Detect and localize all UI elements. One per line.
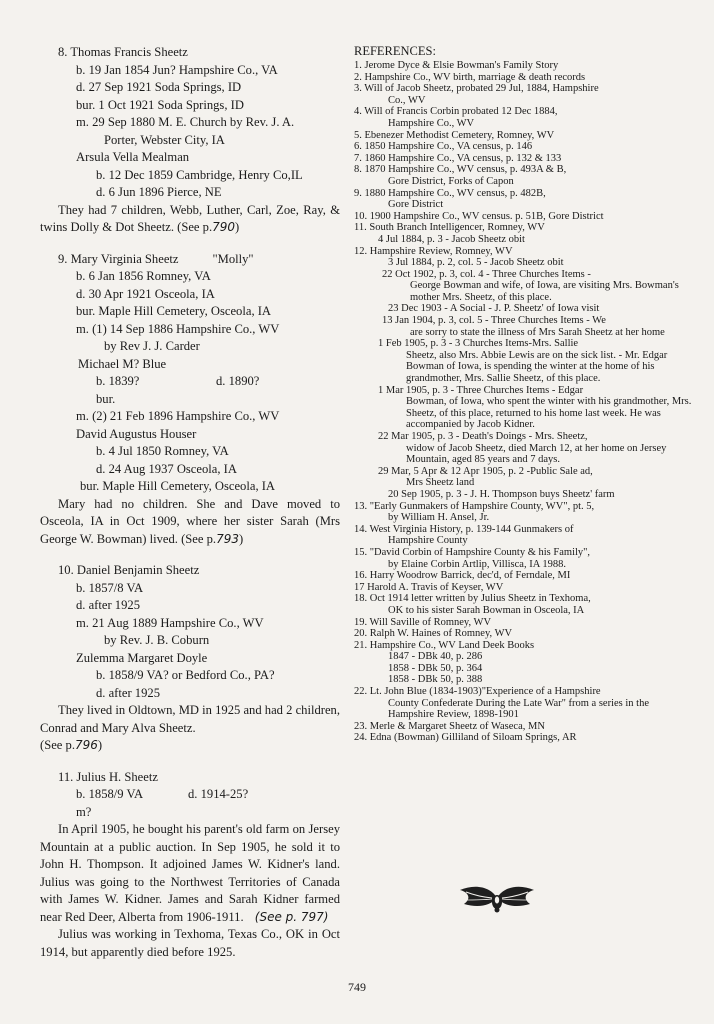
- reference-subitem: 23 Dec 1903 - A Social - J. P. Sheetz' of Iowa visit: [388, 303, 600, 315]
- marriage-line-cont: by Rev. J. B. Coburn: [104, 633, 210, 647]
- genealogy-column: [40, 44, 340, 975]
- entry-paragraph: In April 1905, he bought his parent's old farm on Jersey Mountain at a public auction. In Sep 1905, he sold it to John H. Thompson. It adjoined James W. Kidner's land. Julius was going to the Northwest Territories of Canada with James W. Kidner. James and Sarah Kidner farmed near Red Deer, Alberta from 1906-1911. (See p. 797): [40, 822, 340, 924]
- reference-subitem: 20 Sep 1905, p. 3 - J. H. Thompson buys Sheetz' farm: [388, 488, 615, 500]
- spouse-birth-2: b. 4 Jul 1850 Romney, VA: [96, 444, 229, 458]
- reference-item: 10. 1900 Hampshire Co., WV census. p. 51B, Gore District: [354, 210, 604, 222]
- page-number: 749: [348, 980, 366, 994]
- reference-item: 23. Merle & Margaret Sheetz of Waseca, MN: [354, 720, 545, 732]
- handwritten-note: (See p. 797): [254, 909, 329, 924]
- marriage-line: m. 29 Sep 1880 M. E. Church by Rev. J. A.: [76, 115, 295, 129]
- references-heading: REFERENCES:: [354, 44, 436, 58]
- marriage-line-2: m. (2) 21 Feb 1896 Hampshire Co., WV: [76, 409, 280, 423]
- entry-9: [40, 251, 340, 549]
- reference-subitem: 3 Jul 1884, p. 2, col. 5 - Jacob Sheetz obit: [388, 257, 564, 269]
- reference-item: 6. 1850 Hampshire Co., VA census, p. 146: [354, 141, 533, 153]
- entry-heading: 10. Daniel Benjamin Sheetz: [58, 563, 200, 577]
- spouse-name-2: David Augustus Houser: [76, 426, 197, 441]
- reference-item: 13. "Early Gunmakers of Hampshire County, WV", pt. 5, by William H. Ansel, Jr.: [354, 500, 595, 524]
- burial-line: bur. Maple Hill Cemetery, Osceola, IA: [76, 304, 272, 318]
- reference-item: 16. Harry Woodrow Barrick, dec'd, of Ferndale, MI: [354, 570, 571, 582]
- reference-subitem: 29 Mar, 5 Apr & 12 Apr 1905, p. 2 -Public Sale ad, Mrs Sheetz land: [378, 465, 593, 489]
- death-line: d. after 1925: [76, 598, 140, 612]
- reference-subitem: 22 Oct 1902, p. 3, col. 4 - Three Churches Items - George Bowman and wife, of Iowa, are visiting Mrs. Bowman's mother Mrs. Sheetz, of this place.: [382, 268, 679, 303]
- reference-item: 24. Edna (Bowman) Gilliland of Siloam Springs, AR: [354, 732, 577, 744]
- birth-line: b. 1857/8 VA: [76, 580, 144, 595]
- handwritten-page-ref: 796: [74, 738, 98, 752]
- leaf-flourish-icon: [452, 880, 542, 916]
- reference-item: 11. South Branch Intelligencer, Romney, WV 4 Jul 1884, p. 3 - Jacob Sheetz obit: [354, 222, 545, 245]
- marriage-line-cont: Porter, Webster City, IA: [104, 132, 225, 147]
- reference-item: 4. Will of Francis Corbin probated 12 Dec 1884, Hampshire Co., WV: [354, 106, 558, 129]
- reference-subitem: 1858 - DBk 50, p. 388: [388, 674, 483, 686]
- spouse-burial-2: bur. Maple Hill Cemetery, Osceola, IA: [80, 479, 276, 493]
- spouse-birth: b. 12 Dec 1859 Cambridge, Henry Co,IL: [96, 167, 303, 182]
- marriage-line: m?: [76, 804, 92, 819]
- entry-8: [40, 44, 340, 237]
- spouse-death: d. 6 Jun 1896 Pierce, NE: [96, 185, 222, 199]
- reference-item: 7. 1860 Hampshire Co., VA census, p. 132 & 133: [354, 152, 562, 164]
- entry-paragraph-2: Julius was working in Texhoma, Texas Co., OK in Oct 1914, but apparently died before 1925.: [40, 927, 340, 959]
- reference-item: 1. Jerome Dyce & Elsie Bowman's Family Story: [354, 60, 559, 71]
- see-page: (See p.796): [40, 738, 103, 752]
- birth-line: b. 6 Jan 1856 Romney, VA: [76, 269, 211, 283]
- handwritten-page-ref: 790: [212, 220, 236, 234]
- burial-line: bur. 1 Oct 1921 Soda Springs, ID: [76, 97, 244, 112]
- references-column: [354, 44, 694, 744]
- reference-subitem: 13 Jan 1904, p. 3, col. 5 - Three Churches Items - We are sorry to state the illness of Mrs Sarah Sheetz at her home: [382, 315, 665, 338]
- spouse-death-2: d. 24 Aug 1937 Osceola, IA: [96, 461, 237, 476]
- entry-paragraph: Mary had no children. She and Dave moved to Osceola, IA in Oct 1909, where her sister Sarah (Mrs George W. Bowman) lived. (See p.793): [40, 496, 340, 546]
- reference-subitem: 1858 - DBk 50, p. 364: [388, 662, 483, 674]
- reference-item: 14. West Virginia History, p. 139-144 Gunmakers of Hampshire County: [354, 523, 574, 547]
- birth-death-line: b. 1858/9 VA d. 1914-25?: [76, 787, 249, 801]
- reference-item: 22. Lt. John Blue (1834-1903)"Experience of a Hampshire County Confederate During the Late War" from a series in the Hampshire Review, 1898-1901: [354, 686, 649, 721]
- entry-heading: 8. Thomas Francis Sheetz: [58, 45, 188, 59]
- entry-paragraph: They lived in Oldtown, MD in 1925 and had 2 children, Conrad and Mary Alva Sheetz.: [40, 703, 340, 735]
- nickname: "Molly": [212, 251, 254, 266]
- reference-item: 21. Hampshire Co., WV Land Deek Books: [354, 639, 535, 651]
- spouse-birth-death: b. 1839? d. 1890?: [96, 374, 260, 388]
- reference-item: 5. Ebenezer Methodist Cemetery, Romney, WV: [354, 129, 555, 141]
- reference-subitem: 1 Feb 1905, p. 3 - 3 Churches Items-Mrs. Sallie Sheetz, also Mrs. Abbie Lewis are on the sick list. - Mr. Edgar Bowman of Iowa, is spending the winter at the home of his grandmother, Mrs. Sallie Sheetz, of this place.: [378, 338, 668, 385]
- entry-heading: 11. Julius H. Sheetz: [58, 769, 158, 784]
- reference-item: 12. Hampshire Review, Romney, WV: [354, 245, 513, 257]
- reference-item: 20. Ralph W. Haines of Romney, WV: [354, 628, 513, 640]
- spouse-name: Arsula Vella Mealman: [76, 150, 190, 164]
- spouse-birth: b. 1858/9 VA? or Bedford Co., PA?: [96, 668, 275, 682]
- marriage-line: m. (1) 14 Sep 1886 Hampshire Co., WV: [76, 321, 280, 336]
- death-line: d. 30 Apr 1921 Osceola, IA: [76, 286, 215, 301]
- reference-item: 3. Will of Jacob Sheetz, probated 29 Jul, 1884, Hampshire Co., WV: [354, 83, 599, 106]
- reference-item: 9. 1880 Hampshire Co., WV census, p. 482B, Gore District: [354, 187, 546, 211]
- marriage-line-cont: by Rev J. J. Carder: [104, 339, 200, 353]
- spouse-name: Michael M? Blue: [78, 356, 167, 371]
- entry-11: [40, 769, 340, 962]
- reference-item: 8. 1870 Hampshire Co., WV census, p. 493A & B, Gore District, Forks of Capon: [354, 164, 567, 187]
- entry-10: [40, 562, 340, 755]
- death-line: d. 27 Sep 1921 Soda Springs, ID: [76, 80, 242, 94]
- reference-item: 2. Hampshire Co., WV birth, marriage & death records: [354, 71, 586, 83]
- entry-paragraph: They had 7 children, Webb, Luther, Carl, Zoe, Ray, & twins Dolly & Dot Sheetz. (See p.790): [40, 202, 340, 234]
- reference-subitem: 1847 - DBk 40, p. 286: [388, 651, 483, 663]
- reference-item: 18. Oct 1914 letter written by Julius Sheetz in Texhoma, OK to his sister Sarah Bowman in Osceola, IA: [354, 593, 591, 616]
- reference-item: 19. Will Saville of Romney, WV: [354, 616, 492, 628]
- handwritten-page-ref: 793: [216, 531, 239, 546]
- reference-subitem: 1 Mar 1905, p. 3 - Three Churches Items - Edgar Bowman, of Iowa, who spent the winter with his grandmother, Mrs. Sheetz, of this place, returned to his home last week. He was accompanied by Jacob Kidner.: [378, 384, 692, 431]
- entry-heading: 9. Mary Virginia Sheetz "Molly": [58, 251, 254, 266]
- reference-subitem: 22 Mar 1905, p. 3 - Death's Doings - Mrs. Sheetz, widow of Jacob Sheetz, died March 12, at her home on Jersey Mountain, aged 85 years and 7 days.: [378, 431, 667, 466]
- reference-item: 17 Harold A. Travis of Keyser, WV: [354, 581, 504, 593]
- spouse-burial: bur.: [96, 391, 116, 406]
- spouse-name: Zulemma Margaret Doyle: [76, 650, 208, 665]
- marriage-line: m. 21 Aug 1889 Hampshire Co., WV: [76, 615, 264, 630]
- birth-line: b. 19 Jan 1854 Jun? Hampshire Co., VA: [76, 62, 278, 77]
- reference-item: 15. "David Corbin of Hampshire County & his Family", by Elaine Corbin Artlip, Villisca, IA 1988.: [354, 546, 591, 570]
- spouse-death: d. after 1925: [96, 685, 160, 700]
